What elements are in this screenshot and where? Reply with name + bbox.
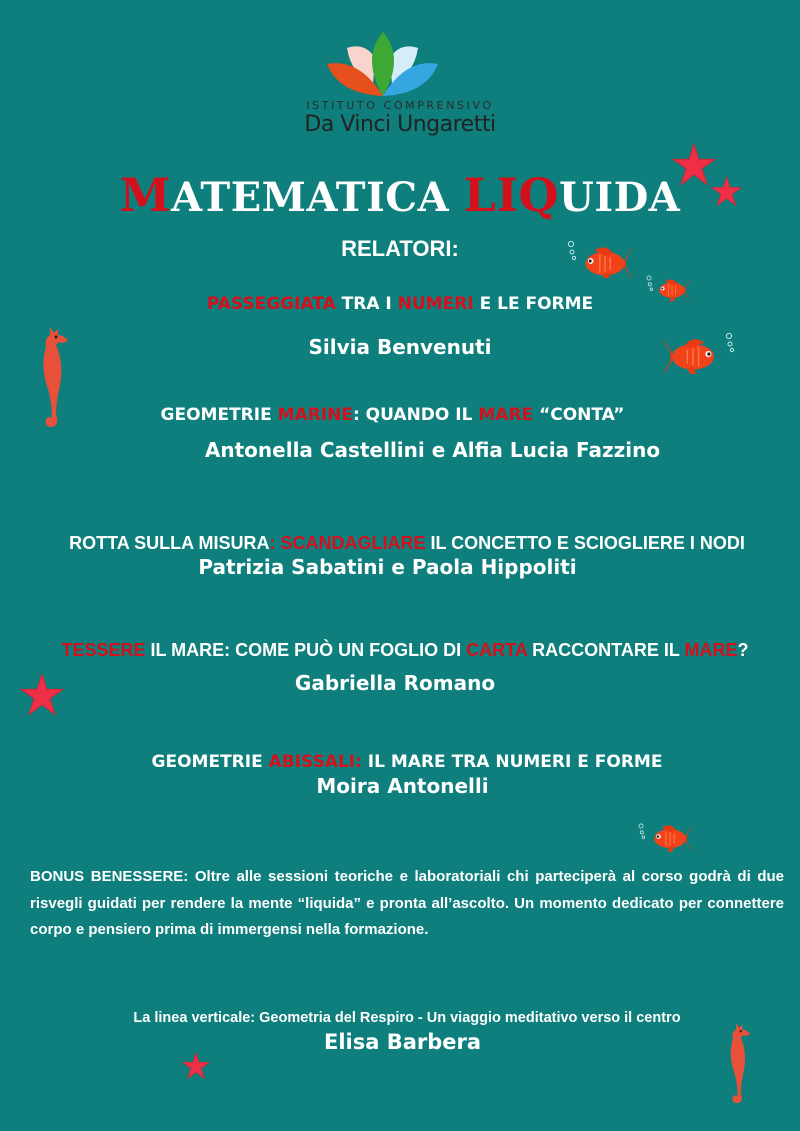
closing-subtitle: La linea verticale: Geometria del Respiro - Un viaggio meditativo verso il centro xyxy=(133,1010,681,1026)
session-1-speaker: Silvia Benvenuti xyxy=(308,335,492,359)
session-2-speaker: Antonella Castellini e Alfia Lucia Fazzino xyxy=(204,438,661,462)
session-4-title: TESSERE IL MARE: COME PUÒ UN FOGLIO DI CARTA RACCONTARE IL MARE? xyxy=(61,640,749,660)
title-red-m: M xyxy=(119,168,172,222)
title-white-1: ATEMATICA xyxy=(171,174,464,221)
session-1-title: PASSEGGIATA TRA I NUMERI E LE FORME xyxy=(206,294,594,314)
session-4-speaker: Gabriella Romano xyxy=(294,671,496,695)
goldfish-icon xyxy=(663,330,737,374)
school-logo xyxy=(325,28,440,100)
seahorse-icon xyxy=(38,323,72,433)
goldfish-icon xyxy=(635,820,691,852)
starfish-icon xyxy=(182,1052,210,1080)
starfish-icon xyxy=(20,673,64,717)
lotus-icon xyxy=(325,28,440,100)
session-5-title: GEOMETRIE ABISSALI: IL MARE TRA NUMERI E FORME xyxy=(151,752,663,772)
seahorse-icon xyxy=(726,1020,754,1108)
logo-subtitle: ISTITUTO COMPRENSIVO xyxy=(306,99,494,112)
session-3-title: ROTTA SULLA MISURA: SCANDAGLIARE IL CONCETTO E SCIOGLIERE I NODI xyxy=(69,533,745,553)
bonus-paragraph: BONUS BENESSERE: Oltre alle sessioni teoriche e laboratoriali chi parteciperà al corso godrà di due risvegli guidati per rendere la mente “liquida” e pronta all’ascolto. Un momento dedicato per connettere corpo e pensiero prima di immergensi nella formazione. xyxy=(30,868,784,938)
title-red-liq: LIQ xyxy=(463,168,560,222)
title-white-2: UIDA xyxy=(559,174,681,221)
goldfish-icon xyxy=(643,272,691,302)
closing-speaker: Elisa Barbera xyxy=(323,1030,482,1054)
session-5-speaker: Moira Antonelli xyxy=(316,774,489,798)
starfish-icon xyxy=(672,143,716,187)
goldfish-icon xyxy=(565,236,635,278)
logo-school-name: Da Vinci Ungaretti xyxy=(304,112,496,137)
starfish-icon xyxy=(711,176,742,207)
session-2-title: GEOMETRIE MARINE: QUANDO IL MARE “CONTA” xyxy=(160,405,625,425)
relatori-heading: RELATORI: xyxy=(341,236,459,261)
session-3-speaker: Patrizia Sabatini e Paola Hippoliti xyxy=(198,555,577,579)
